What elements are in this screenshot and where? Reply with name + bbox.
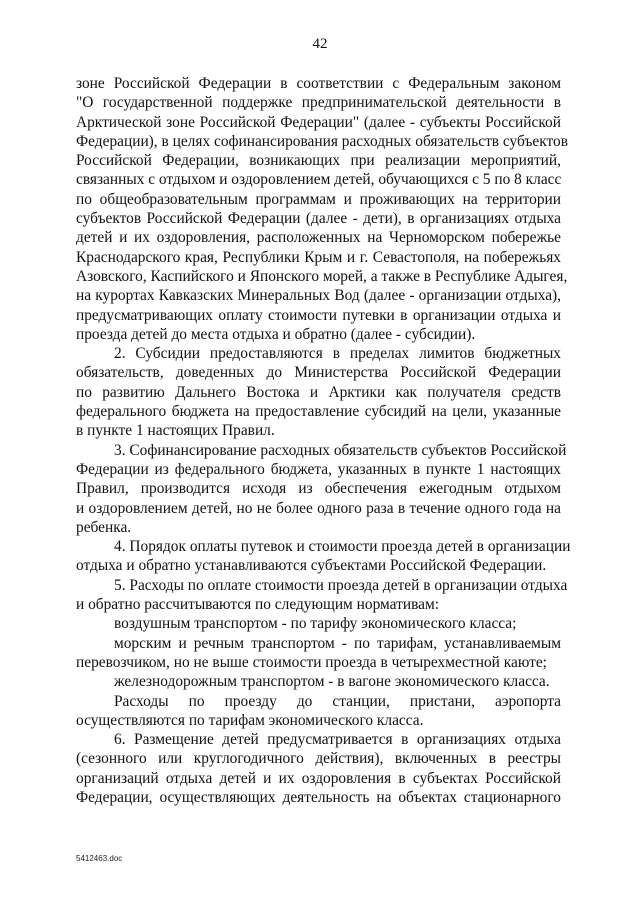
text-line: Арктической зоне Российской Федерации" (далее - субъекты Российской <box>76 113 561 131</box>
text-line: отдыха и обратно устанавливаются субъектами Российской Федерации. <box>76 557 547 575</box>
text-line: Азовского, Каспийского и Японского морей, а также в Республике Адыгея, <box>76 267 568 285</box>
paragraph-5-rail-transport <box>76 672 561 691</box>
text-line: Расходы по проезду до станции, пристани, аэропорта <box>114 692 561 710</box>
text-line: 6. Размещение детей предусматривается в организациях отдыха <box>114 731 561 749</box>
paragraph-4 <box>76 537 571 576</box>
text-line: перевозчиком, но не выше стоимости проезда в четырехместной каюте; <box>76 653 547 671</box>
text-line: Федерации из федерального бюджета, указанных в пункте 1 настоящих <box>76 460 561 478</box>
text-line: 5. Расходы по оплате стоимости проезда детей в организации отдыха <box>114 576 568 594</box>
paragraph-5-sea-transport <box>76 634 561 673</box>
text-line: Федерации, осуществляющих деятельность на объектах стационарного <box>76 788 561 806</box>
paragraph-6 <box>76 730 561 807</box>
paragraph-2 <box>76 344 561 440</box>
document-footer-filename: 5412463.doc <box>76 854 123 863</box>
text-line: связанных с отдыхом и оздоровлением детей, обучающихся с 5 по 8 класс <box>76 171 562 189</box>
text-line: субъектов Российской Федерации (далее - дети), в организациях отдыха <box>76 210 561 228</box>
paragraph-5-stations <box>76 692 561 731</box>
text-line: на курортах Кавказских Минеральных Вод (далее - организации отдыха), <box>76 287 561 305</box>
text-line: в пункте 1 настоящих Правил. <box>76 422 275 440</box>
text-line: 3. Софинансирование расходных обязательств субъектов Российской <box>114 441 567 459</box>
text-line: проезда детей до места отдыха и обратно (далее - субсидии). <box>76 325 476 343</box>
text-line: федерального бюджета на предоставление субсидий на цели, указанные <box>76 403 561 421</box>
text-line: Правил, производится исходя из обеспечения ежегодным отдыхом <box>76 480 561 498</box>
page-number: 42 <box>312 36 328 52</box>
text-line: по развитию Дальнего Востока и Арктики как получателя средств <box>76 383 561 401</box>
text-line: ребенка. <box>76 518 132 536</box>
text-line: 2. Субсидии предоставляются в пределах лимитов бюджетных <box>114 345 561 363</box>
document-body <box>76 74 571 807</box>
paragraph-5-air-transport <box>76 614 561 633</box>
text-line: предусматривающих оплату стоимости путевки в организации отдыха и <box>76 306 561 324</box>
paragraph-3 <box>76 441 567 537</box>
text-line: организаций отдыха детей и их оздоровления в субъектах Российской <box>76 769 561 787</box>
text-line: железнодорожным транспортом - в вагоне экономического класса. <box>114 673 550 691</box>
text-line: (сезонного или круглогодичного действия), включенных в реестры <box>76 750 561 768</box>
text-line: Российской Федерации, возникающих при реализации мероприятий, <box>76 152 561 170</box>
text-line: обязательств, доведенных до Министерства Российской Федерации <box>76 364 561 382</box>
text-line: Федерации), в целях софинансирования расходных обязательств субъектов <box>76 132 569 150</box>
text-line: зоне Российской Федерации в соответствии с Федеральным законом <box>76 75 561 92</box>
text-line: воздушным транспортом - по тарифу экономического класса; <box>114 615 517 633</box>
paragraph-1-continued <box>76 74 569 344</box>
paragraph-5 <box>76 576 568 615</box>
text-line: и обратно рассчитываются по следующим нормативам: <box>76 596 439 614</box>
text-line: 4. Порядок оплаты путевок и стоимости проезда детей в организации <box>114 538 571 556</box>
text-line: и оздоровлением детей, но не более одного раза в течение одного года на <box>76 499 561 517</box>
text-line: морским и речным транспортом - по тарифам, устанавливаемым <box>114 634 561 652</box>
text-line: детей и их оздоровления, расположенных на Черноморском побережье <box>76 229 561 247</box>
text-line: по общеобразовательным программам и проживающих на территории <box>76 190 561 208</box>
text-line: осуществляются по тарифам экономического класса. <box>76 711 424 729</box>
text-line: Краснодарского края, Республики Крым и г. Севастополя, на побережьях <box>76 248 561 266</box>
text-line: "О государственной поддержке предпринимательской деятельности в <box>76 94 561 112</box>
